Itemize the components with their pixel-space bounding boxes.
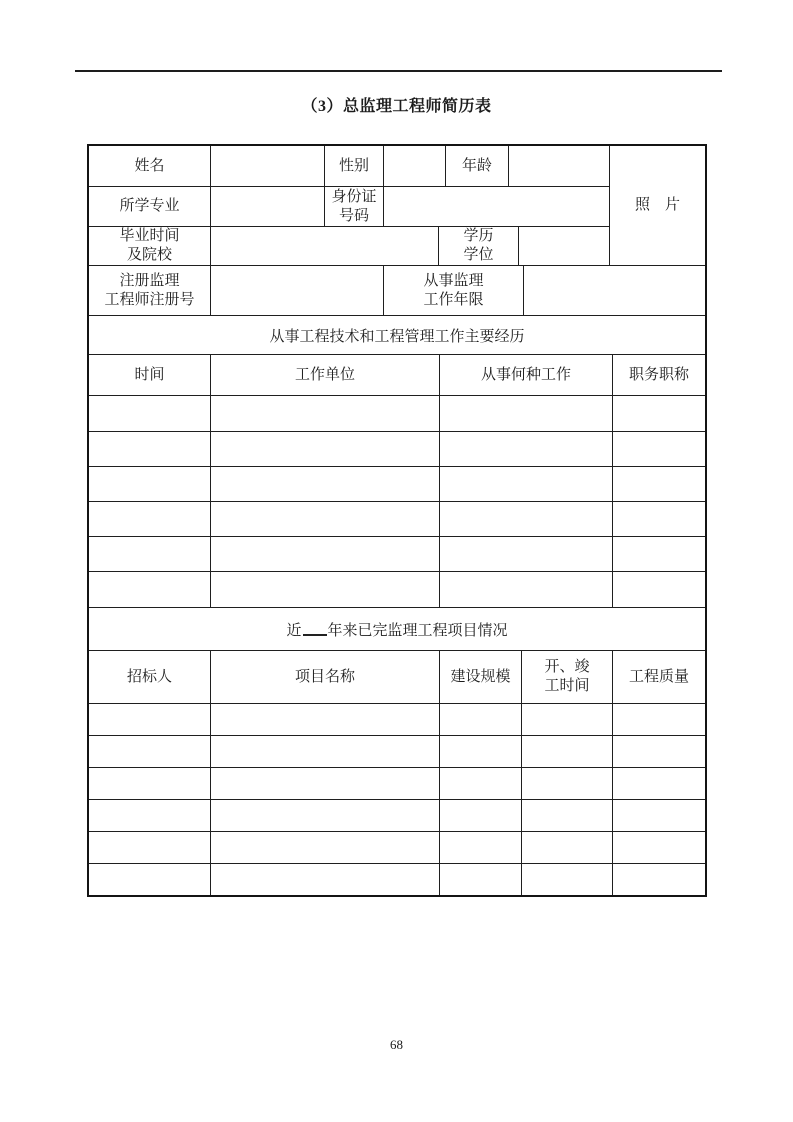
blank-cell — [440, 396, 613, 431]
blank-cell — [522, 800, 613, 831]
blank-cell — [440, 736, 522, 767]
id-number-label-line2: 号码 — [338, 207, 369, 224]
registration-row — [89, 266, 705, 316]
blank-cell — [211, 768, 440, 799]
major-row — [89, 187, 609, 227]
degree-label-line2: 学位 — [463, 247, 494, 263]
experience-section-title: 从事工程技术和工程管理工作主要经历 — [89, 316, 705, 355]
registration-number-label — [89, 266, 211, 315]
id-number-value-cell — [384, 187, 609, 226]
column-header-employer: 工作单位 — [211, 355, 440, 395]
blank-cell — [89, 736, 211, 767]
degree-label — [439, 227, 519, 265]
blank-cell — [89, 396, 211, 431]
projects-column-headers — [89, 651, 705, 704]
supervision-years-value-cell — [524, 266, 705, 315]
blank-cell — [89, 537, 211, 571]
id-number-label — [325, 187, 384, 226]
blank-cell — [211, 572, 440, 607]
blank-cell — [89, 502, 211, 536]
blank-cell — [613, 396, 705, 431]
graduation-label-line2: 及院校 — [126, 247, 172, 263]
blank-cell — [440, 704, 522, 735]
blank-cell — [613, 502, 705, 536]
blank-cell — [522, 736, 613, 767]
blank-cell — [522, 864, 613, 895]
blank-cell — [89, 704, 211, 735]
registration-label-line1: 注册监理 — [119, 272, 180, 289]
blank-data-row — [89, 864, 705, 895]
page-title: （3）总监理工程师简历表 — [301, 98, 492, 115]
blank-cell — [613, 537, 705, 571]
blank-cell — [613, 572, 705, 607]
id-number-label-line1: 身份证 — [331, 188, 377, 205]
blank-cell — [89, 832, 211, 863]
column-header-time: 时间 — [89, 355, 211, 395]
graduation-label — [89, 227, 211, 265]
graduation-label-line1: 毕业时间 — [119, 228, 180, 244]
blank-cell — [211, 800, 440, 831]
degree-value-cell — [519, 227, 609, 265]
blank-cell — [89, 572, 211, 607]
name-row — [89, 146, 609, 187]
page-header-rule — [75, 70, 722, 72]
gender-value-cell — [384, 146, 446, 186]
blank-cell — [440, 537, 613, 571]
name-value-cell — [211, 146, 325, 186]
projects-title-prefix: 近 — [286, 622, 302, 639]
blank-cell — [211, 537, 440, 571]
column-header-project-quality: 工程质量 — [628, 668, 689, 685]
blank-cell — [613, 864, 705, 895]
supervision-years-label — [384, 266, 524, 315]
blank-cell — [440, 800, 522, 831]
blank-cell — [89, 768, 211, 799]
blank-cell — [522, 704, 613, 735]
blank-data-row — [89, 467, 705, 502]
major-label: 所学专业 — [89, 187, 211, 226]
blank-data-row — [89, 537, 705, 572]
major-value-cell — [211, 187, 325, 226]
graduation-value-cell — [211, 227, 439, 265]
blank-cell — [211, 502, 440, 536]
blank-cell — [440, 467, 613, 501]
blank-cell — [211, 864, 440, 895]
column-header-tenderer: 招标人 — [89, 651, 211, 703]
blank-data-row — [89, 768, 705, 800]
blank-cell — [522, 768, 613, 799]
blank-cell — [613, 467, 705, 501]
projects-blank-rows — [89, 704, 705, 895]
years-label-line1: 从事监理 — [423, 272, 484, 289]
blank-cell — [211, 736, 440, 767]
column-header-work-type: 从事何种工作 — [440, 355, 613, 395]
blank-data-row — [89, 572, 705, 608]
blank-cell — [522, 832, 613, 863]
projects-section-title — [89, 608, 705, 651]
blank-cell — [440, 502, 613, 536]
blank-cell — [613, 768, 705, 799]
blank-data-row — [89, 396, 705, 432]
blank-cell — [440, 572, 613, 607]
fill-in-blank-underline — [303, 623, 327, 636]
projects-title-suffix: 年来已完监理工程项目情况 — [327, 622, 508, 639]
blank-cell — [211, 704, 440, 735]
blank-cell — [211, 832, 440, 863]
blank-data-row — [89, 736, 705, 768]
blank-cell — [613, 704, 705, 735]
start-finish-line1: 开、竣 — [544, 659, 590, 675]
experience-blank-rows — [89, 396, 705, 608]
age-label: 年龄 — [446, 146, 509, 186]
degree-label-line1: 学历 — [463, 228, 494, 244]
page-number: 68 — [390, 1037, 403, 1052]
personal-info-group — [89, 146, 705, 266]
registration-number-value-cell — [211, 266, 384, 315]
personal-info-left — [89, 146, 609, 265]
photo-label: 照 片 — [609, 146, 705, 265]
graduation-row — [89, 227, 609, 265]
blank-cell — [440, 432, 613, 466]
experience-column-headers — [89, 355, 705, 396]
column-header-project-name: 项目名称 — [211, 651, 440, 703]
blank-cell — [89, 800, 211, 831]
blank-cell — [440, 864, 522, 895]
blank-cell — [89, 864, 211, 895]
name-label: 姓名 — [89, 146, 211, 186]
blank-cell — [613, 832, 705, 863]
blank-data-row — [89, 704, 705, 736]
blank-cell — [440, 768, 522, 799]
gender-label: 性别 — [325, 146, 384, 186]
blank-cell — [211, 432, 440, 466]
blank-cell — [440, 832, 522, 863]
blank-cell — [613, 432, 705, 466]
column-header-start-finish-time — [522, 651, 613, 703]
blank-cell — [89, 467, 211, 501]
blank-data-row — [89, 432, 705, 467]
column-header-position-title: 职务职称 — [628, 366, 689, 383]
blank-data-row — [89, 800, 705, 832]
blank-cell — [89, 432, 211, 466]
blank-cell — [613, 800, 705, 831]
blank-data-row — [89, 502, 705, 537]
blank-cell — [613, 736, 705, 767]
column-header-construction-scale: 建设规模 — [440, 651, 522, 703]
years-label-line2: 工作年限 — [423, 291, 484, 308]
blank-cell — [211, 467, 440, 501]
resume-form-table — [87, 144, 707, 897]
blank-data-row — [89, 832, 705, 864]
blank-cell — [211, 396, 440, 431]
registration-label-line2: 工程师注册号 — [104, 291, 195, 308]
age-value-cell — [509, 146, 609, 186]
start-finish-line2: 工时间 — [544, 678, 590, 694]
